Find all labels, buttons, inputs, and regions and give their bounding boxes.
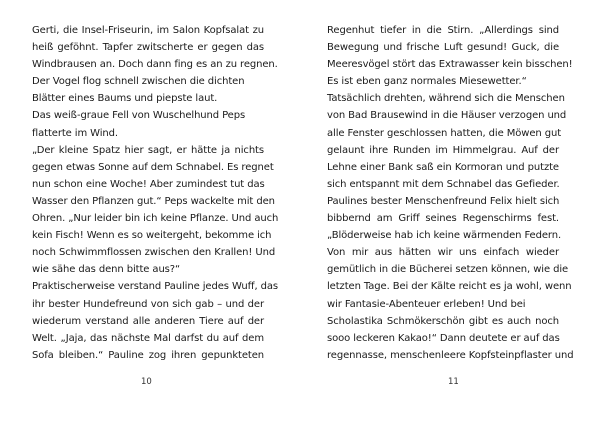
text-line: regennasse, menschenleere Kopfsteinpflaster und bbox=[327, 349, 574, 361]
page-number-left: 10 bbox=[141, 377, 152, 387]
text-line: bibbernd am Griff seines Regenschirms fest. bbox=[327, 213, 559, 225]
text-line: Blätter eines Baums und piepste laut. bbox=[32, 93, 218, 105]
text-line: wie sähe das denn bitte aus?“ bbox=[32, 264, 181, 276]
text-line: Wasser den Pflanzen gut.“ Peps wackelte mit den bbox=[32, 195, 275, 207]
text-line: alle Fenster geschlossen hatten, die Möwen gut bbox=[327, 127, 562, 139]
text-line: Meeresvögel stört das Extrawasser kein bisschen! bbox=[327, 59, 573, 71]
text-line: wir Fantasie-Abenteuer erleben! Und bei bbox=[327, 298, 526, 310]
text-line: nun schon eine Woche! Aber zumindest tut das bbox=[32, 178, 265, 190]
text-line: Ohren. „Nur leider bin ich keine Pflanze. Und auch bbox=[32, 213, 279, 225]
text-line: „Blöderweise hab ich keine wärmenden Federn. bbox=[327, 230, 562, 242]
text-line: Der Vogel flog schnell zwischen die dichten bbox=[32, 76, 245, 88]
text-line: sooo leckeren Kakao!“ Dann deutete er auf das bbox=[327, 332, 560, 344]
text-line: Tatsächlich drehten, während sich die Menschen bbox=[327, 93, 565, 105]
text-line: Paulines bester Menschenfreund Felix hielt sich bbox=[327, 195, 560, 207]
text-line: kein Fisch! Wenn es so weitergeht, bekomme ich bbox=[32, 230, 272, 242]
text-line: gegen etwas Sonne auf dem Schnabel. Es regnet bbox=[32, 161, 274, 173]
text-line: sich entspannt mit dem Schnabel das Gefieder. bbox=[327, 178, 560, 190]
text-line: Es ist eben ganz normales Miesewetter.“ bbox=[327, 76, 527, 88]
text-line: Windbrausen an. Doch dann fing es an zu regnen. bbox=[32, 59, 278, 71]
text-line: Regenhut tiefer in die Stirn. „Allerdings sind bbox=[327, 25, 559, 36]
text-line: noch Schwimmflossen zwischen den Krallen! Und bbox=[32, 247, 276, 259]
page-number-right: 11 bbox=[448, 377, 459, 387]
text-line: Scholastika Schmökerschön gibt es auch noch bbox=[327, 315, 559, 327]
text-line: letzten Tage. Bei der Kälte reicht es ja wohl, wenn bbox=[327, 281, 572, 293]
text-line: Gerti, die Insel-Friseurin, im Salon Kopfsalat zu bbox=[32, 25, 264, 36]
text-line: „Der kleine Spatz hier sagt, er hätte ja nichts bbox=[32, 144, 264, 156]
text-line: Das weiß-graue Fell von Wuschelhund Peps bbox=[32, 110, 246, 122]
right-page bbox=[327, 22, 574, 364]
text-line: heiß geföhnt. Tapfer zwitscherte er gegen das bbox=[32, 42, 264, 54]
text-line: Sofa bleiben.“ Pauline zog ihren gepunkteten bbox=[32, 349, 264, 361]
text-line: gelaunt ihre Runden im Himmelgrau. Auf der bbox=[327, 144, 559, 156]
text-line: Lehne einer Bank saß ein Kormoran und putzte bbox=[327, 161, 559, 173]
text-line: von Bad Brausewind in die Häuser verzogen und bbox=[327, 110, 567, 122]
text-line: Bewegung und frische Luft gesund! Guck, die bbox=[327, 42, 559, 54]
text-line: Von mir aus hätten wir uns einfach wieder bbox=[327, 247, 559, 259]
text-line: ihr bester Hundefreund von sich gab – und der bbox=[32, 298, 264, 310]
text-line: Praktischerweise verstand Pauline jedes Wuff, das bbox=[32, 281, 278, 293]
text-line: flatterte im Wind. bbox=[32, 127, 118, 139]
text-line: wiederum verstand alle anderen Tiere auf der bbox=[32, 315, 264, 327]
left-page bbox=[32, 22, 279, 364]
text-line: Welt. „Jaja, das nächste Mal darfst du auf dem bbox=[32, 332, 264, 344]
text-line: gemütlich in die Bücherei setzen können, wie die bbox=[327, 264, 569, 276]
